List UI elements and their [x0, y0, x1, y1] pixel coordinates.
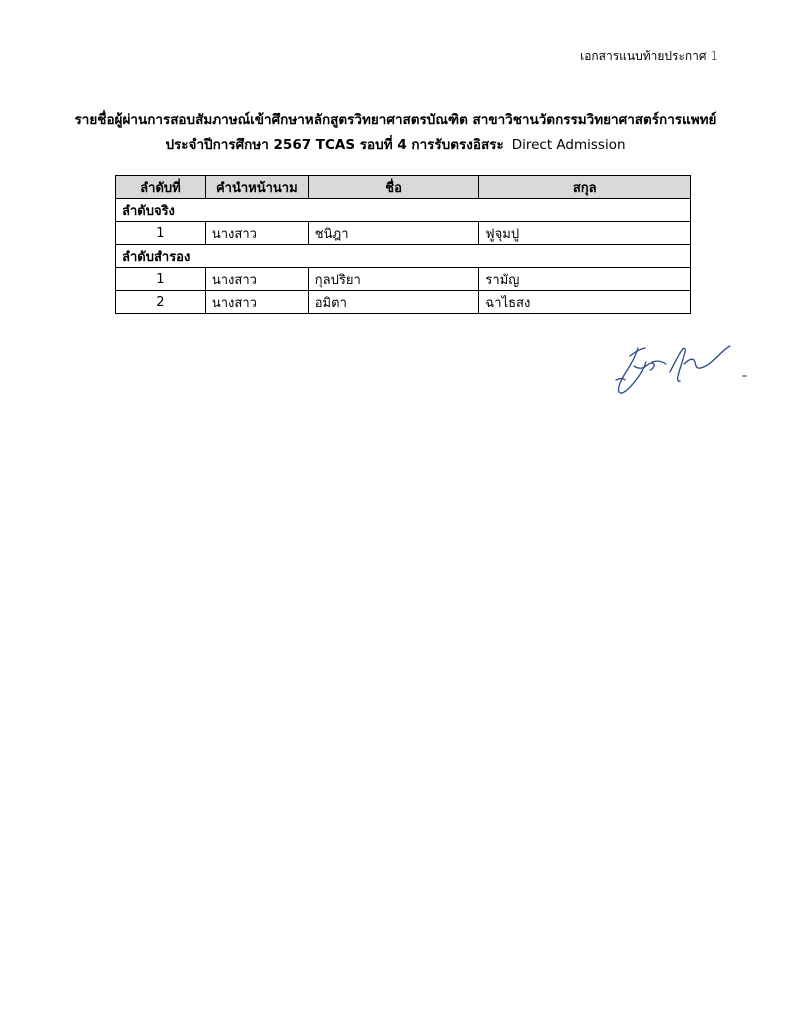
header-first-name: ชื่อ	[308, 176, 479, 199]
table-row	[116, 291, 691, 314]
cell-first-name: กุลปริยา	[308, 268, 479, 291]
cell-prefix: นางสาว	[205, 268, 308, 291]
group-row-main	[116, 199, 691, 222]
cell-number: 1	[116, 222, 206, 245]
cell-last-name: ฟูจุมปู	[479, 222, 691, 245]
cell-number: 2	[116, 291, 206, 314]
cell-prefix: นางสาว	[205, 222, 308, 245]
attachment-label: เอกสารแนบท้ายประกาศ 1	[580, 49, 718, 63]
document-subtitle	[0, 133, 791, 155]
header-prefix: คำนำหน้านาม	[205, 176, 308, 199]
subtitle-english: Direct Admission	[511, 137, 626, 153]
group-row-reserve	[116, 245, 691, 268]
cell-prefix: นางสาว	[205, 291, 308, 314]
group-label-reserve: ลำดับสำรอง	[116, 245, 691, 268]
table-row	[116, 222, 691, 245]
cell-first-name: อมิตา	[308, 291, 479, 314]
header-last-name: สกุล	[479, 176, 691, 199]
signature-image	[608, 336, 758, 404]
table-header-row	[116, 176, 691, 199]
subtitle-main: ประจำปีการศึกษา 2567 TCAS รอบที่ 4 การรับตรงอิสระ	[165, 137, 504, 153]
header-number: ลำดับที่	[116, 176, 206, 199]
cell-number: 1	[116, 268, 206, 291]
cell-last-name: ฉาไธสง	[479, 291, 691, 314]
document-title: รายชื่อผู้ผ่านการสอบสัมภาษณ์เข้าศึกษาหลักสูตรวิทยาศาสตรบัณฑิต สาขาวิชานวัตกรรมวิทยาศาสตร์การแพทย์	[74, 112, 717, 128]
cell-last-name: รามัญ	[479, 268, 691, 291]
table-row	[116, 268, 691, 291]
group-label-main: ลำดับจริง	[116, 199, 691, 222]
candidate-table	[115, 175, 691, 314]
cell-first-name: ชนิฎา	[308, 222, 479, 245]
